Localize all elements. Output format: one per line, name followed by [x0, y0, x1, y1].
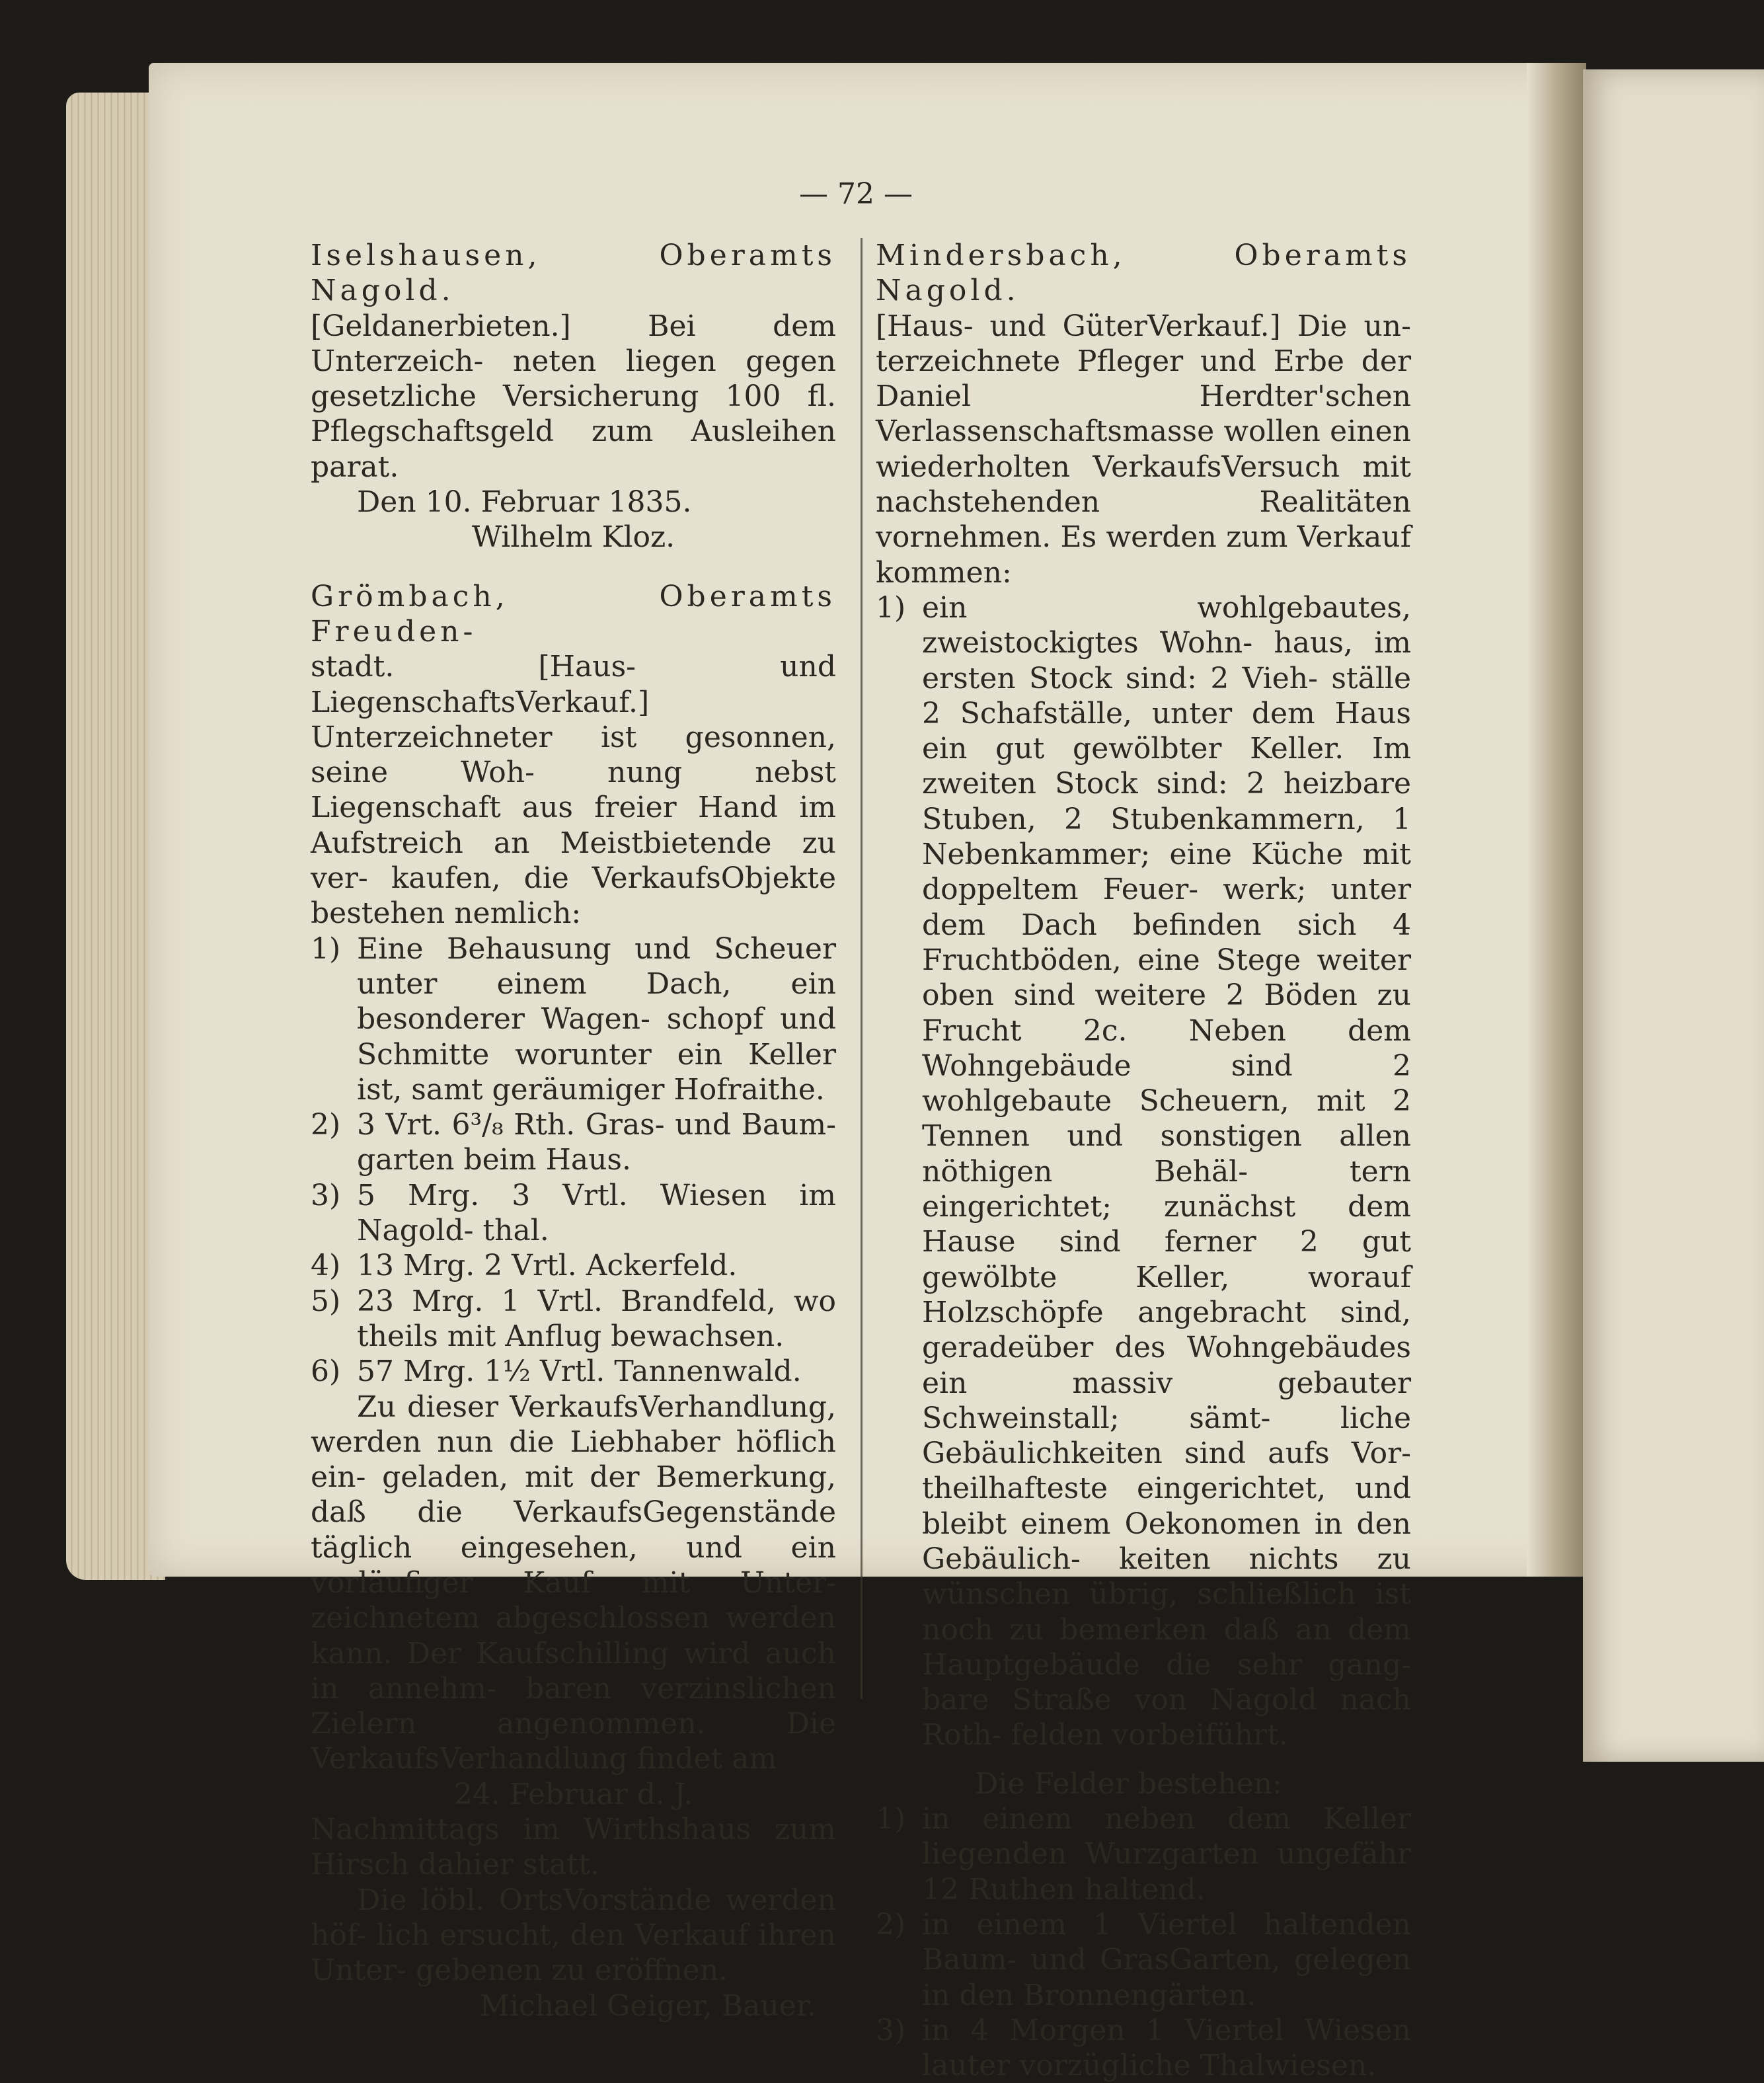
list-item: 3) 5 Mrg. 3 Vrtl. Wiesen im Nagold- thal. — [311, 1178, 836, 1248]
notice-groembach-signature: Michael Geiger, Bauer. — [479, 1988, 816, 2023]
list-item: 5) 23 Mrg. 1 Vrtl. Brandfeld, wo theils mit Anflug bewachsen. — [311, 1284, 836, 1353]
notice-iselshausen-body: [Geldanerbieten.] Bei dem Unterzeich- neten liegen gegen gesetzliche Versicherung 100 fl. Pflegschaftsgeld zum Ausleihen parat. — [311, 309, 836, 484]
right-column — [876, 238, 1411, 2083]
list-item: 3) in 4 Morgen 1 Viertel Wiesen lauter vorzügliche Thalwiesen. — [876, 2013, 1411, 2083]
list-item: 4) 13 Mrg. 2 Vrtl. Ackerfeld. — [311, 1249, 738, 1283]
page-number: — 72 — — [799, 177, 913, 211]
notice-groembach-items — [311, 931, 836, 1390]
notice-mindersbach-items — [876, 590, 1411, 1753]
book-gutter — [1527, 63, 1586, 1577]
list-item: 6) 57 Mrg. 1½ Vrtl. Tannenwald. — [311, 1355, 802, 1389]
notice-iselshausen-signature: Wilhelm Kloz. — [471, 520, 675, 555]
notice-iselshausen-heading: Iselshausen, Oberamts Nagold. — [311, 239, 836, 308]
list-item: 1) ein wohlgebautes, zweistockigtes Wohn- haus, im ersten Stock sind: 2 Vieh- ställe 2 Schafställe, unter dem Haus ein gut gewölbter Keller. Im zweiten Stock sind: 2 heizbare Stuben, 2 Stubenkammern, 1 Nebenkammer; eine Küche mit doppeltem Feuer- werk; unter dem Dach befinden sich 4 Fruchtböden, eine Stege weiter oben sind weitere 2 Böden zu Frucht 2c. Neben dem Wohngebäude sind 2 wohlgebaute Scheuern, mit 2 Tennen und sonstigen allen nöthigen Behäl- tern eingerichtet; zunächst dem Hause sind ferner 2 gut gewölbte Keller, worauf Holzschöpfe angebracht sind, geradeüber des Wohngebäudes ein massiv gebauter Schweinstall; sämt- liche Gebäulichkeiten sind aufs Vor- theilhafteste eingerichtet, und bleibt einem Oekonomen in den Gebäulich- keiten nichts zu wünschen übrig, schließlich ist noch zu bemerken daß an dem Hauptgebäude die sehr gang- bare Straße von Nagold nach Roth- felden vorbeiführt. — [876, 590, 1411, 1752]
list-item: 2) 3 Vrt. 6³/₈ Rth. Gras- und Baum- garten beim Haus. — [311, 1108, 836, 1177]
list-item: 1) Eine Behausung und Scheuer unter einem Dach, ein besonderer Wagen- schopf und Schmitte worunter ein Keller ist, samt geräumiger Hofraithe. — [311, 931, 836, 1107]
list-item: 1) in einem neben dem Keller liegenden Wurzgarten ungefähr 12 Ruthen haltend. — [876, 1802, 1411, 1906]
column-divider — [861, 238, 863, 1699]
notice-groembach-body: stadt. [Haus- und LiegenschaftsVerkauf.] Unterzeichneter ist gesonnen, seine Woh- nung nebst Liegenschaft aus freier Hand im Aufstreich an Meistbietende zu ver- kaufen, die VerkaufsObjekte bestehen nemlich: — [311, 650, 836, 931]
left-column — [311, 238, 836, 2024]
notice-groembach-date: 24. Februar d. J. — [453, 1777, 693, 1811]
right-page — [1583, 69, 1764, 1762]
notice-mindersbach-body: [Haus- und GüterVerkauf.] Die un- terzeichnete Pfleger und Erbe der Daniel Herdter'schen Verlassenschaftsmasse wollen einen wiederholten VerkaufsVersuch mit nachstehenden Realitäten vornehmen. Es werden zum Verkauf kommen: — [876, 309, 1411, 590]
notice-groembach-heading: Grömbach, Oberamts Freuden- — [311, 579, 836, 648]
notice-iselshausen-date: Den 10. Februar 1835. — [357, 485, 692, 520]
notice-mindersbach-fields-intro: Die Felder bestehen: — [975, 1766, 1282, 1801]
notice-mindersbach-fields — [876, 1801, 1411, 2083]
list-item: 2) in einem 1 Viertel haltenden Baum- und GrasGarten, gelegen in den Bronnengärten. — [876, 1907, 1411, 2012]
notice-mindersbach-heading: Mindersbach, Oberamts Nagold. — [876, 239, 1411, 308]
notice-groembach-body-2: Zu dieser VerkaufsVerhandlung, werden nun die Liebhaber höflich ein- geladen, mit der Bemerkung, daß die VerkaufsGegenstände täglich eingesehen, und ein vorläufiger Kauf mit Unter- zeichnetem abgeschlossen werden kann. Der Kaufschilling wird auch in annehm- baren verzinslichen Zielern angenommen. Die VerkaufsVerhandlung findet am — [311, 1390, 836, 1776]
notice-groembach-body-4: Die löbl. OrtsVorstände werden höf- lich ersucht, den Verkauf ihren Unter- gebenen zu eröffnen. — [311, 1883, 836, 1988]
notice-groembach-body-3: Nachmittags im Wirthshaus zum Hirsch dahier statt. — [311, 1813, 836, 1882]
